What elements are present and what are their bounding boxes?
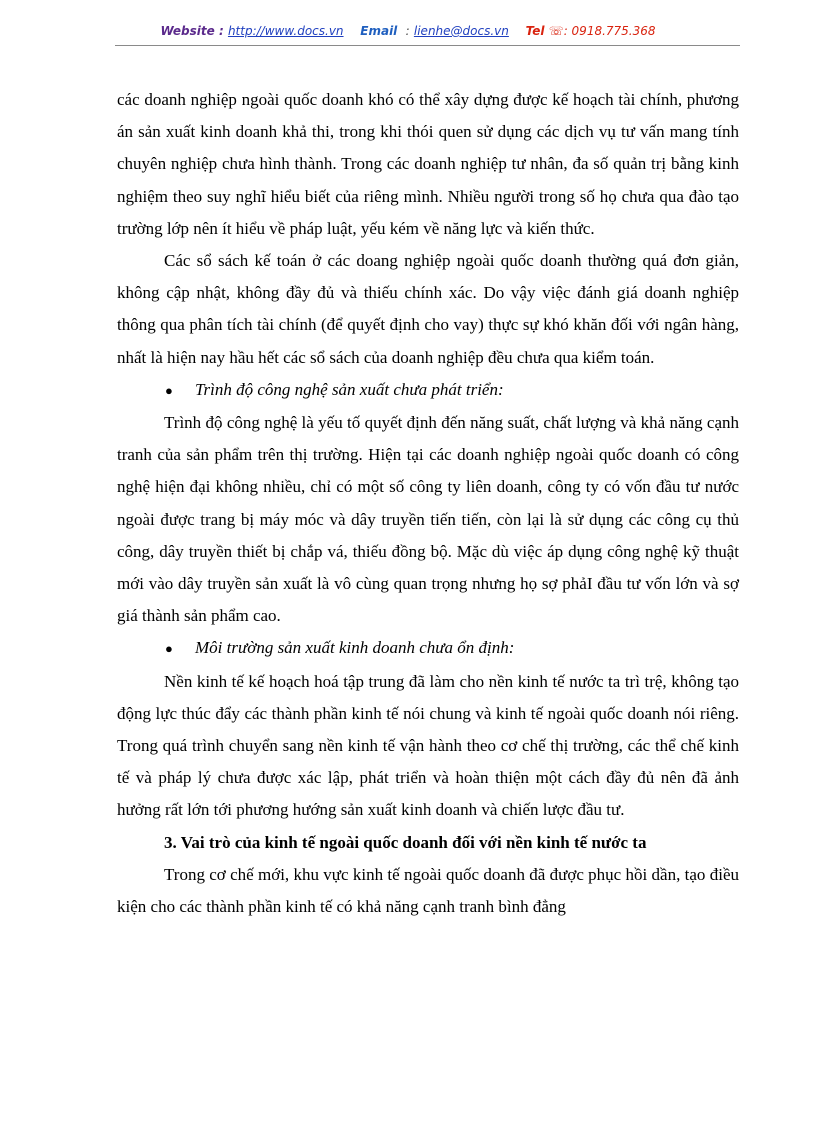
email-link[interactable]: lienhe@docs.vn	[413, 24, 509, 38]
paragraph-2: Các sổ sách kế toán ở các doang nghiệp ngoài quốc doanh thường quá đơn giản, không cập nhật, không đầy đủ và thiếu chính xác. Do vậy việc đánh giá doanh nghiệp thông qua phân tích tài chính (để quyết định cho vay) thực sự khó khăn đối với ngân hàng, nhất là hiện nay hầu hết các sổ sách của doanh nghiệp đều chưa qua kiểm toán.	[117, 251, 739, 367]
paragraph-5: Trong cơ chế mới, khu vực kinh tế ngoài quốc doanh đã được phục hồi dần, tạo điều kiện cho các thành phần kinh tế có khả năng cạnh tranh bình đẳng	[117, 864, 739, 917]
website-label: Website :	[160, 24, 224, 38]
bullet-text-1: Trình độ công nghệ sản xuất chưa phát triển:	[195, 379, 504, 399]
bullet-icon: ●	[165, 641, 173, 657]
phone-icon: ☏	[548, 24, 564, 38]
tel-number: : 0918.775.368	[563, 24, 656, 38]
bullet-text-2: Môi trường sản xuất kinh doanh chưa ổn định:	[195, 638, 515, 658]
bullet-icon: ●	[165, 382, 173, 398]
email-separator: :	[405, 24, 410, 38]
document-body	[117, 84, 739, 923]
email-label: Email	[360, 24, 398, 38]
page-header	[0, 24, 816, 38]
website-link[interactable]: http://www.docs.vn	[227, 24, 344, 38]
header-divider	[115, 45, 740, 46]
paragraph-3: Trình độ công nghệ là yếu tố quyết định đến năng suất, chất lượng và khả năng cạnh tranh của sản phẩm trên thị trường. Hiện tại các doanh nghiệp ngoài quốc doanh có công nghệ hiện đại không nhiều, chỉ có một số công ty liên doanh, công ty có vốn đầu tư nước ngoài được trang bị máy móc và dây truyền tiến tiến, còn lại là sử dụng các công cụ thủ công, dây truyền thiết bị chắp vá, thiếu đồng bộ. Mặc dù việc áp dụng công nghệ kỹ thuật mới vào dây truyền sản xuất là vô cùng quan trọng nhưng họ sợ phảI đầu tư vốn lớn và sợ giá thành sản phẩm cao.	[117, 413, 739, 626]
bullet-item-2	[117, 632, 739, 665]
section-heading: 3. Vai trò của kinh tế ngoài quốc doanh đối với nền kinh tế nước ta	[164, 832, 647, 852]
bullet-item-1	[117, 374, 739, 407]
paragraph-1: các doanh nghiệp ngoài quốc doanh khó có thể xây dựng được kế hoạch tài chính, phương án sản xuất kinh doanh khả thi, trong khi thói quen sử dụng các dịch vụ tư vấn mang tính chuyên nghiệp chưa hình thành. Trong các doanh nghiệp tư nhân, đa số quản trị bằng kinh nghiệm theo suy nghĩ hiểu biết của riêng mình. Nhiều người trong số họ chưa qua đào tạo trường lớp nên ít hiểu về pháp luật, yếu kém về năng lực và kiến thức.	[117, 90, 739, 238]
tel-label: Tel	[525, 24, 545, 38]
paragraph-4: Nền kinh tế kế hoạch hoá tập trung đã làm cho nền kinh tế nước ta trì trệ, không tạo động lực thúc đẩy các thành phần kinh tế nói chung và kinh tế ngoài quốc doanh nói riêng. Trong quá trình chuyển sang nền kinh tế vận hành theo cơ chế thị trường, các thể chế kinh tế và pháp lý chưa được xác lập, phát triển và hoàn thiện một cách đầy đủ nên đã ảnh hưởng rất lớn tới phương hướng sản xuất kinh doanh và chiến lược đầu tư.	[117, 671, 739, 820]
